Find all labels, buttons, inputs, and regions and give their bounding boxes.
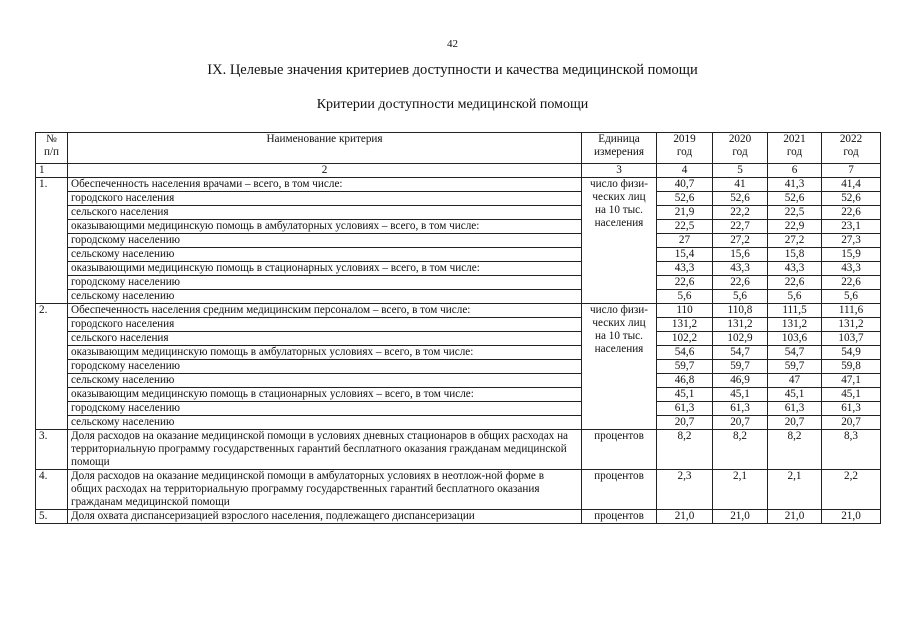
value-cell: 41 xyxy=(713,178,768,192)
value-cell: 2,1 xyxy=(713,470,768,510)
value-cell: 59,7 xyxy=(657,360,713,374)
criterion-name: Обеспеченность населения средним медицинским персоналом – всего, в том числе: xyxy=(68,304,582,318)
header-2022: 2022 год xyxy=(822,133,881,164)
unit-of-measure: число физи- ческих лиц на 10 тыс. населения xyxy=(582,178,657,304)
value-cell: 54,9 xyxy=(822,346,881,360)
value-cell: 22,2 xyxy=(713,206,768,220)
value-cell: 2,3 xyxy=(657,470,713,510)
value-cell: 15,9 xyxy=(822,248,881,262)
table-row xyxy=(36,262,881,276)
criterion-name: сельскому населению xyxy=(68,290,582,304)
criterion-name: городскому населению xyxy=(68,276,582,290)
value-cell: 102,2 xyxy=(657,332,713,346)
unit-of-measure: процентов xyxy=(582,430,657,470)
column-number: 2 xyxy=(68,164,582,178)
value-cell: 111,6 xyxy=(822,304,881,318)
value-cell: 131,2 xyxy=(768,318,822,332)
table-row xyxy=(36,178,881,192)
value-cell: 47 xyxy=(768,374,822,388)
value-cell: 131,2 xyxy=(713,318,768,332)
header-2019: 2019 год xyxy=(657,133,713,164)
value-cell: 15,4 xyxy=(657,248,713,262)
value-cell: 110,8 xyxy=(713,304,768,318)
value-cell: 22,6 xyxy=(768,276,822,290)
table-row xyxy=(36,206,881,220)
value-cell: 5,6 xyxy=(713,290,768,304)
value-cell: 22,6 xyxy=(822,276,881,290)
value-cell: 20,7 xyxy=(768,416,822,430)
value-cell: 22,5 xyxy=(768,206,822,220)
table-row xyxy=(36,360,881,374)
criterion-name: Обеспеченность населения врачами – всего, в том числе: xyxy=(68,178,582,192)
header-num: № п/п xyxy=(36,133,68,164)
value-cell: 111,5 xyxy=(768,304,822,318)
value-cell: 103,6 xyxy=(768,332,822,346)
criterion-name: городскому населению xyxy=(68,360,582,374)
criterion-name: городскому населению xyxy=(68,234,582,248)
criterion-name: Доля охвата диспансеризацией взрослого населения, подлежащего диспансеризации xyxy=(68,510,582,524)
criterion-name: оказывающим медицинскую помощь в стационарных условиях – всего, в том числе: xyxy=(68,388,582,402)
value-cell: 8,2 xyxy=(657,430,713,470)
value-cell: 21,0 xyxy=(713,510,768,524)
value-cell: 54,7 xyxy=(713,346,768,360)
table-row xyxy=(36,388,881,402)
value-cell: 21,0 xyxy=(822,510,881,524)
value-cell: 61,3 xyxy=(768,402,822,416)
row-number: 4. xyxy=(36,470,68,510)
table-row xyxy=(36,276,881,290)
column-number: 7 xyxy=(822,164,881,178)
value-cell: 110 xyxy=(657,304,713,318)
value-cell: 102,9 xyxy=(713,332,768,346)
value-cell: 59,8 xyxy=(822,360,881,374)
criterion-name: городского населения xyxy=(68,318,582,332)
criterion-name: сельского населения xyxy=(68,206,582,220)
table-row xyxy=(36,332,881,346)
value-cell: 8,2 xyxy=(768,430,822,470)
value-cell: 54,7 xyxy=(768,346,822,360)
column-number: 4 xyxy=(657,164,713,178)
table-row xyxy=(36,304,881,318)
criterion-name: сельскому населению xyxy=(68,248,582,262)
table-row xyxy=(36,416,881,430)
value-cell: 22,5 xyxy=(657,220,713,234)
value-cell: 61,3 xyxy=(713,402,768,416)
column-number: 1 xyxy=(36,164,68,178)
value-cell: 47,1 xyxy=(822,374,881,388)
value-cell: 27,3 xyxy=(822,234,881,248)
table-row xyxy=(36,374,881,388)
value-cell: 61,3 xyxy=(822,402,881,416)
value-cell: 41,3 xyxy=(768,178,822,192)
value-cell: 43,3 xyxy=(768,262,822,276)
criterion-name: сельскому населению xyxy=(68,416,582,430)
value-cell: 52,6 xyxy=(768,192,822,206)
header-2021: 2021 год xyxy=(768,133,822,164)
value-cell: 21,0 xyxy=(768,510,822,524)
header-unit: Единица измерения xyxy=(582,133,657,164)
section-title: IX. Целевые значения критериев доступности и качества медицинской помощи xyxy=(207,62,698,78)
row-number: 2. xyxy=(36,304,68,430)
value-cell: 20,7 xyxy=(822,416,881,430)
criterion-name: оказывающим медицинскую помощь в амбулаторных условиях – всего, в том числе: xyxy=(68,346,582,360)
unit-of-measure: процентов xyxy=(582,470,657,510)
value-cell: 15,6 xyxy=(713,248,768,262)
value-cell: 20,7 xyxy=(657,416,713,430)
criterion-name: городскому населению xyxy=(68,402,582,416)
value-cell: 61,3 xyxy=(657,402,713,416)
header-row xyxy=(36,133,881,164)
table-row xyxy=(36,192,881,206)
criterion-name: сельскому населению xyxy=(68,374,582,388)
value-cell: 23,1 xyxy=(822,220,881,234)
value-cell: 45,1 xyxy=(657,388,713,402)
criteria-table xyxy=(35,132,881,524)
value-cell: 43,3 xyxy=(713,262,768,276)
table-row xyxy=(36,510,881,524)
table-row xyxy=(36,318,881,332)
column-number: 3 xyxy=(582,164,657,178)
value-cell: 59,7 xyxy=(713,360,768,374)
value-cell: 41,4 xyxy=(822,178,881,192)
value-cell: 59,7 xyxy=(768,360,822,374)
value-cell: 27 xyxy=(657,234,713,248)
unit-of-measure: процентов xyxy=(582,510,657,524)
value-cell: 8,3 xyxy=(822,430,881,470)
row-number: 5. xyxy=(36,510,68,524)
criterion-name: Доля расходов на оказание медицинской помощи в амбулаторных условиях в неотлож-ной форме в общих расходах на территориальную программу государственных гарантий бесплатного оказания гражданам медицинской помощи xyxy=(68,470,582,510)
value-cell: 22,9 xyxy=(768,220,822,234)
value-cell: 43,3 xyxy=(822,262,881,276)
value-cell: 20,7 xyxy=(713,416,768,430)
value-cell: 5,6 xyxy=(657,290,713,304)
value-cell: 46,8 xyxy=(657,374,713,388)
value-cell: 15,8 xyxy=(768,248,822,262)
criterion-name: сельского населения xyxy=(68,332,582,346)
value-cell: 131,2 xyxy=(657,318,713,332)
table-row xyxy=(36,220,881,234)
criterion-name: оказывающими медицинскую помощь в стационарных условиях – всего, в том числе: xyxy=(68,262,582,276)
header-2020: 2020 год xyxy=(713,133,768,164)
column-number-row xyxy=(36,164,881,178)
value-cell: 22,6 xyxy=(822,206,881,220)
column-number: 6 xyxy=(768,164,822,178)
value-cell: 5,6 xyxy=(768,290,822,304)
value-cell: 22,6 xyxy=(713,276,768,290)
value-cell: 52,6 xyxy=(713,192,768,206)
value-cell: 2,1 xyxy=(768,470,822,510)
table-subtitle: Критерии доступности медицинской помощи xyxy=(316,97,589,112)
value-cell: 45,1 xyxy=(768,388,822,402)
page-number: 42 xyxy=(447,38,458,50)
criterion-name: Доля расходов на оказание медицинской помощи в условиях дневных стационаров в общих расходах на территориальную программу государственных гарантий бесплатного оказания гражданам медицинской помощи xyxy=(68,430,582,470)
value-cell: 43,3 xyxy=(657,262,713,276)
value-cell: 27,2 xyxy=(713,234,768,248)
value-cell: 131,2 xyxy=(822,318,881,332)
value-cell: 54,6 xyxy=(657,346,713,360)
value-cell: 21,9 xyxy=(657,206,713,220)
table-row xyxy=(36,470,881,510)
table-row xyxy=(36,290,881,304)
table-row xyxy=(36,402,881,416)
value-cell: 21,0 xyxy=(657,510,713,524)
value-cell: 5,6 xyxy=(822,290,881,304)
value-cell: 52,6 xyxy=(657,192,713,206)
criterion-name: оказывающими медицинскую помощь в амбулаторных условиях – всего, в том числе: xyxy=(68,220,582,234)
value-cell: 22,7 xyxy=(713,220,768,234)
value-cell: 52,6 xyxy=(822,192,881,206)
table-row xyxy=(36,430,881,470)
value-cell: 22,6 xyxy=(657,276,713,290)
table-row xyxy=(36,234,881,248)
criterion-name: городского населения xyxy=(68,192,582,206)
column-number: 5 xyxy=(713,164,768,178)
value-cell: 8,2 xyxy=(713,430,768,470)
value-cell: 45,1 xyxy=(822,388,881,402)
header-name: Наименование критерия xyxy=(68,133,582,164)
unit-of-measure: число физи- ческих лиц на 10 тыс. населения xyxy=(582,304,657,430)
value-cell: 40,7 xyxy=(657,178,713,192)
value-cell: 27,2 xyxy=(768,234,822,248)
table-row xyxy=(36,346,881,360)
value-cell: 103,7 xyxy=(822,332,881,346)
value-cell: 2,2 xyxy=(822,470,881,510)
row-number: 1. xyxy=(36,178,68,304)
value-cell: 46,9 xyxy=(713,374,768,388)
row-number: 3. xyxy=(36,430,68,470)
table-row xyxy=(36,248,881,262)
value-cell: 45,1 xyxy=(713,388,768,402)
